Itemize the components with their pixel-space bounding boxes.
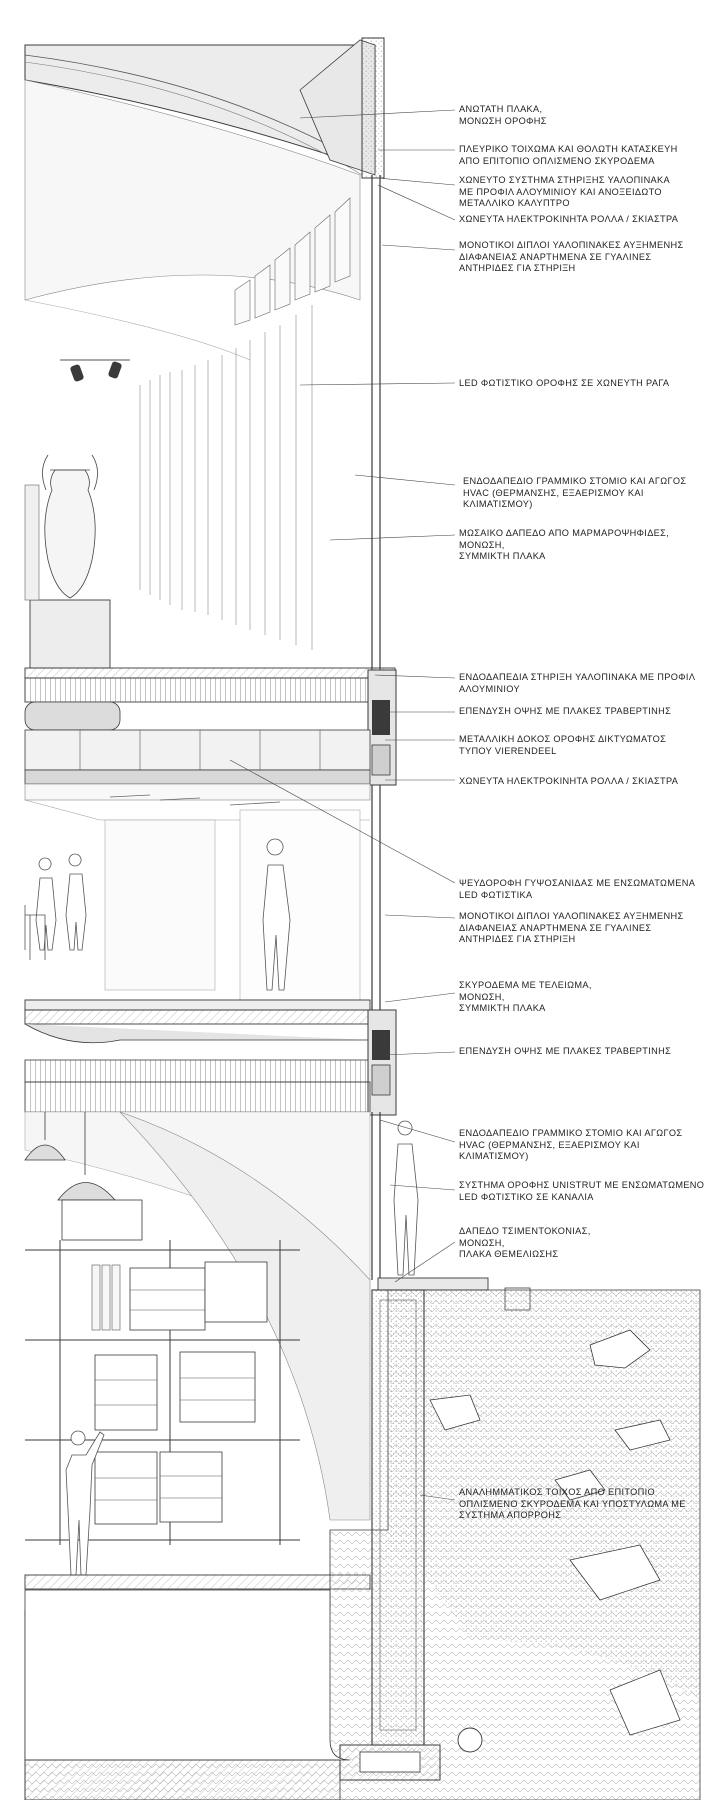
- label-travertine-1: ΕΠΕΝΔΥΣΗ ΟΨΗΣ ΜΕ ΠΛΑΚΕΣ ΤΡΑΒΕΡΤΙΝΗΣ: [459, 706, 672, 716]
- label-side-wall-vault: ΠΛΕΥΡΙΚΟ ΤΟΙΧΩΜΑ ΚΑΙ ΘΟΛΩΤΗ ΚΑΤΑΣΚΕΥΗ ΑΠΟ ΕΠΙΤΟΠΙΟ ΟΠΛΙΣΜΕΝΟ ΣΚΥΡΟΔΕΜΑ: [459, 144, 678, 166]
- label-blind-middle: ΧΩΝΕΥΤΑ ΗΛΕΚΤΡΟΚΙΝΗΤΑ ΡΟΛΛΑ / ΣΚΙΑΣΤΡΑ: [459, 776, 679, 786]
- label-vierendeel: ΜΕΤΑΛΛΙΚΗ ΔΟΚΟΣ ΟΡΟΦΗΣ ΔΙΚΤΥΩΜΑΤΟΣ ΤΥΠΟΥ VIERENDEEL: [459, 734, 667, 756]
- label-hvac-upper: ΕΝΔΟΔΑΠΕΔΙΟ ΓΡΑΜΜΙΚΟ ΣΤΟΜΙΟ ΚΑΙ ΑΓΩΓΟΣ HVAC (ΘΕΡΜΑΝΣΗΣ, ΕΞΑΕΡΙΣΜΟΥ ΚΑΙ ΚΛΙΜΑΤΙΣΜΟΥ): [463, 476, 687, 510]
- label-glazing-support-top: ΧΩΝΕΥΤΟ ΣΥΣΤΗΜΑ ΣΤΗΡΙΞΗΣ ΥΑΛΟΠΙΝΑΚΑ ΜΕ ΠΡΟΦΙΛ ΑΛΟΥΜΙΝΙΟΥ ΚΑΙ ΑΝΟΞΕΙΔΩΤΟ ΜΕΤΑΛΛΙΚΟ ΚΑΛΥΠΤΡΟ: [459, 175, 670, 209]
- label-blind-upper: ΧΩΝΕΥΤΑ ΗΛΕΚΤΡΟΚΙΝΗΤΑ ΡΟΛΛΑ / ΣΚΙΑΣΤΡΑ: [459, 214, 679, 224]
- label-mosaic-floor: ΜΩΣΑΙΚΟ ΔΑΠΕΔΟ ΑΠΟ ΜΑΡΜΑΡΟΨΗΦΙΔΕΣ, ΜΟΝΩΣΗ, ΣΥΜΜΙΚΤΗ ΠΛΑΚΑ: [459, 528, 670, 562]
- label-gypsum-ceiling: ΨΕΥΔΟΡΟΦΗ ΓΥΨΟΣΑΝΙΔΑΣ ΜΕ ΕΝΣΩΜΑΤΩΜΕΝΑ LED ΦΩΤΙΣΤΙΚΑ: [459, 878, 696, 900]
- label-roof-slab: ΑΝΩΤΑΤΗ ΠΛΑΚΑ, ΜΟΝΩΣΗ ΟΡΟΦΗΣ: [459, 104, 547, 126]
- label-glass-panes-middle: ΜΟΝΟΤΙΚΟΙ ΔΙΠΛΟΙ ΥΑΛΟΠΙΝΑΚΕΣ ΑΥΞΗΜΕΝΗΣ ΔΙΑΦΑΝΕΙΑΣ ΑΝΑΡΤΗΜΕΝΑ ΣΕ ΓΥΑΛΙΝΕΣ ΑΝΤΗΡΙΔΕΣ ΓΙΑ ΣΤΗΡΙΞΗ: [459, 911, 684, 945]
- label-floor-glazing-support: ΕΝΔΟΔΑΠΕΔΙΑ ΣΤΗΡΙΞΗ ΥΑΛΟΠΙΝΑΚΑ ΜΕ ΠΡΟΦΙΛ ΑΛΟΥΜΙΝΙΟΥ: [459, 672, 696, 694]
- label-retaining-wall: ΑΝΑΛΗΜΜΑΤΙΚΟΣ ΤΟΙΧΟΣ ΑΠΟ ΕΠΙΤΟΠΙΟ ΟΠΛΙΣΜΕΝΟ ΣΚΥΡΟΔΕΜΑ ΚΑΙ ΥΠΟΣΤΥΛΩΜΑ ΜΕ ΣΥΣΤΗΜΑ ΑΠΟΡΡΟΗΣ: [459, 1487, 686, 1521]
- label-hvac-lower: ΕΝΔΟΔΑΠΕΔΙΟ ΓΡΑΜΜΙΚΟ ΣΤΟΜΙΟ ΚΑΙ ΑΓΩΓΟΣ HVAC (ΘΕΡΜΑΝΣΗΣ, ΕΞΑΕΡΙΣΜΟΥ ΚΑΙ ΚΛΙΜΑΤΙΣΜΟΥ): [459, 1128, 683, 1162]
- label-unistrut: ΣΥΣΤΗΜΑ ΟΡΟΦΗΣ UNISTRUT ΜΕ ΕΝΣΩΜΑΤΩΜΕΝΟ LED ΦΩΤΙΣΤΙΚΟ ΣΕ ΚΑΝΑΛΙΑ: [459, 1180, 705, 1202]
- label-led-rail: LED ΦΩΤΙΣΤΙΚΟ ΟΡΟΦΗΣ ΣΕ ΧΩΝΕΥΤΗ ΡΑΓΑ: [459, 378, 670, 388]
- label-cement-floor: ΔΑΠΕΔΟ ΤΣΙΜΕΝΤΟΚΟΝΙΑΣ, ΜΟΝΩΣΗ, ΠΛΑΚΑ ΘΕΜΕΛΙΩΣΗΣ: [459, 1226, 591, 1260]
- label-travertine-2: ΕΠΕΝΔΥΣΗ ΟΨΗΣ ΜΕ ΠΛΑΚΕΣ ΤΡΑΒΕΡΤΙΝΗΣ: [459, 1046, 672, 1056]
- label-concrete-finish: ΣΚΥΡΟΔΕΜΑ ΜΕ ΤΕΛΕΙΩΜΑ, ΜΟΝΩΣΗ, ΣΥΜΜΙΚΤΗ ΠΛΑΚΑ: [459, 980, 592, 1014]
- label-glass-panes-upper: ΜΟΝΟΤΙΚΟΙ ΔΙΠΛΟΙ ΥΑΛΟΠΙΝΑΚΕΣ ΑΥΞΗΜΕΝΗΣ ΔΙΑΦΑΝΕΙΑΣ ΑΝΑΡΤΗΜΕΝΑ ΣΕ ΓΥΑΛΙΝΕΣ ΑΝΤΗΡΙΔΕΣ ΓΙΑ ΣΤΗΡΙΞΗ: [459, 240, 684, 274]
